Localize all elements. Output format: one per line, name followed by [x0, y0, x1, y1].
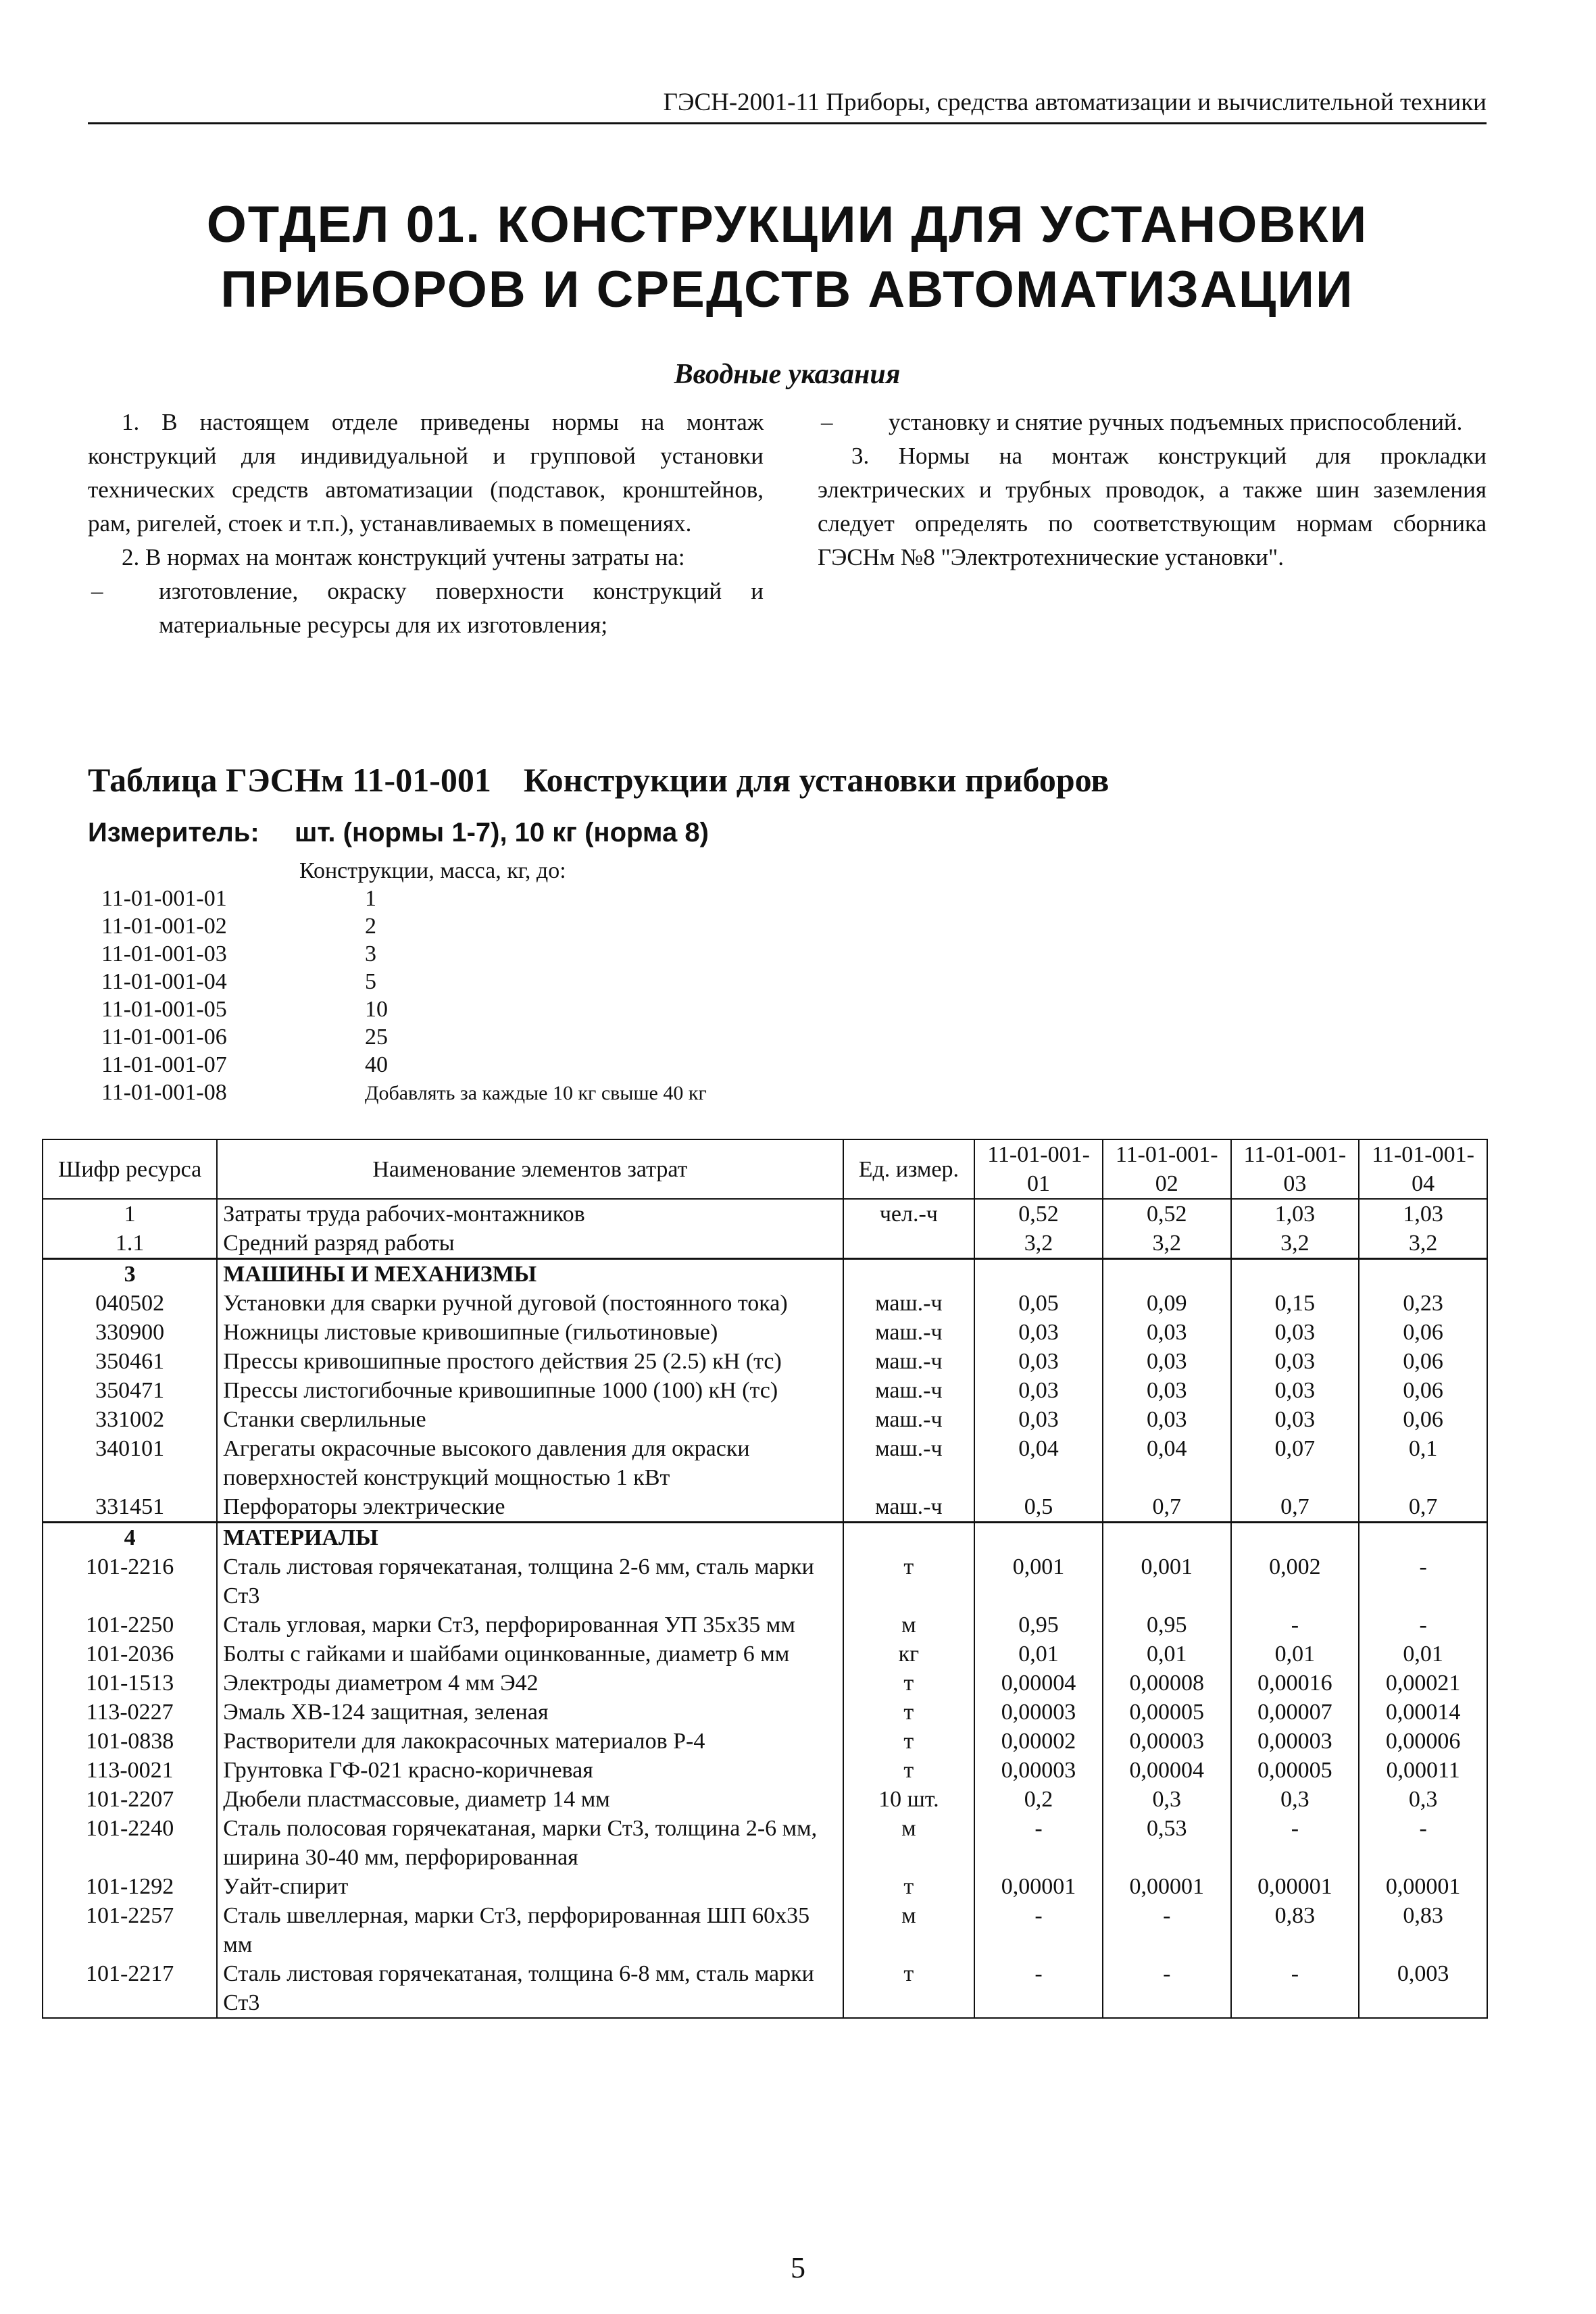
page-number: 5 — [791, 2251, 805, 2284]
resource-value-norm-1: 0,03 — [974, 1318, 1103, 1347]
norm-code-row — [101, 968, 707, 995]
resource-value-norm-2: 0,04 — [1103, 1434, 1231, 1492]
resource-unit: т — [843, 1872, 975, 1901]
header-code: Шифр ресурса — [43, 1139, 217, 1199]
running-header: ГЭСН-2001-11 Приборы, средства автоматизации и вычислительной техники — [88, 88, 1487, 124]
resource-code: 101-0838 — [43, 1727, 217, 1756]
table-row — [43, 1610, 1487, 1640]
resource-name: Болты с гайками и шайбами оцинкованные, диаметр 6 мм — [217, 1640, 843, 1669]
norm-code: 11-01-001-02 — [101, 914, 227, 939]
norm-code-value: 5 — [365, 969, 376, 994]
resource-value-norm-2 — [1103, 1523, 1231, 1553]
resource-name: Сталь швеллерная, марки Ст3, перфорированная ШП 60х35 мм — [217, 1901, 843, 1959]
resource-unit: маш.-ч — [843, 1318, 975, 1347]
resource-name: Уайт-спирит — [217, 1872, 843, 1901]
resource-value-norm-2: 0,95 — [1103, 1610, 1231, 1640]
norm-code-row — [101, 1051, 707, 1079]
resource-name: Ножницы листовые кривошипные (гильотиновые) — [217, 1318, 843, 1347]
resource-value-norm-1: 0,03 — [974, 1376, 1103, 1405]
resource-name: Станки сверлильные — [217, 1405, 843, 1434]
table-row — [43, 1640, 1487, 1669]
resource-value-norm-4 — [1359, 1259, 1487, 1289]
table-code: Таблица ГЭСНм 11-01-001 — [88, 761, 491, 799]
norm-code-value: 1 — [365, 886, 376, 911]
resource-value-norm-3: 0,00003 — [1231, 1727, 1360, 1756]
resource-value-norm-1: 0,95 — [974, 1610, 1103, 1640]
resource-value-norm-3: 0,7 — [1231, 1492, 1360, 1523]
norm-code: 11-01-001-03 — [101, 941, 227, 966]
resource-code: 101-2250 — [43, 1610, 217, 1640]
table-name: Конструкции для установки приборов — [523, 761, 1109, 799]
resource-unit — [843, 1523, 975, 1553]
resource-code: 1.1 — [43, 1229, 217, 1259]
resource-name: Сталь полосовая горячекатаная, марки Ст3, толщина 2-6 мм, ширина 30-40 мм, перфорированная — [217, 1814, 843, 1872]
table-row — [43, 1727, 1487, 1756]
table-row — [43, 1376, 1487, 1405]
norm-code-value: 2 — [365, 914, 376, 939]
resource-unit — [843, 1259, 975, 1289]
resource-value-norm-4: 0,06 — [1359, 1318, 1487, 1347]
resource-unit: маш.-ч — [843, 1492, 975, 1523]
resource-code: 331002 — [43, 1405, 217, 1434]
resource-value-norm-1: 0,01 — [974, 1640, 1103, 1669]
section-title-line-1: ОТДЕЛ 01. КОНСТРУКЦИИ ДЛЯ УСТАНОВКИ — [206, 196, 1368, 253]
resource-value-norm-2: 0,03 — [1103, 1405, 1231, 1434]
resource-value-norm-2: 0,3 — [1103, 1785, 1231, 1814]
resource-value-norm-4: 0,83 — [1359, 1901, 1487, 1959]
table-row — [43, 1698, 1487, 1727]
resource-value-norm-4: - — [1359, 1552, 1487, 1610]
resource-value-norm-2: 0,52 — [1103, 1199, 1231, 1229]
resource-value-norm-1: 0,04 — [974, 1434, 1103, 1492]
resource-value-norm-4: - — [1359, 1610, 1487, 1640]
resource-value-norm-1: - — [974, 1901, 1103, 1959]
resource-value-norm-2: - — [1103, 1901, 1231, 1959]
resource-value-norm-2: 3,2 — [1103, 1229, 1231, 1259]
resource-value-norm-2: 0,00001 — [1103, 1872, 1231, 1901]
resource-value-norm-4: 0,06 — [1359, 1405, 1487, 1434]
resource-name: Прессы кривошипные простого действия 25 (2.5) кН (тс) — [217, 1347, 843, 1376]
resource-value-norm-3: 0,07 — [1231, 1434, 1360, 1492]
resource-name: Сталь листовая горячекатаная, толщина 6-8 мм, сталь марки Ст3 — [217, 1959, 843, 2018]
resource-code: 113-0021 — [43, 1756, 217, 1785]
resource-name: Установки для сварки ручной дуговой (постоянного тока) — [217, 1289, 843, 1318]
resource-name: Электроды диаметром 4 мм Э42 — [217, 1669, 843, 1698]
table-row — [43, 1318, 1487, 1347]
table-row — [43, 1289, 1487, 1318]
resource-value-norm-4: 1,03 — [1359, 1199, 1487, 1229]
norm-code-row — [101, 1079, 707, 1107]
resource-value-norm-1: 0,5 — [974, 1492, 1103, 1523]
resource-value-norm-4: 0,01 — [1359, 1640, 1487, 1669]
table-row — [43, 1434, 1487, 1492]
resource-value-norm-1: 0,001 — [974, 1552, 1103, 1610]
resource-code: 4 — [43, 1523, 217, 1553]
resource-value-norm-2: 0,53 — [1103, 1814, 1231, 1872]
intro-left-column — [88, 405, 764, 642]
resource-code: 3 — [43, 1259, 217, 1289]
table-row — [43, 1669, 1487, 1698]
resource-value-norm-3: 3,2 — [1231, 1229, 1360, 1259]
resource-value-norm-1: 0,00003 — [974, 1756, 1103, 1785]
resource-value-norm-3: 0,03 — [1231, 1347, 1360, 1376]
resource-code: 330900 — [43, 1318, 217, 1347]
resource-value-norm-2: 0,03 — [1103, 1376, 1231, 1405]
intro-paragraph-2: 2. В нормах на монтаж конструкций учтены затраты на: — [122, 544, 685, 570]
resource-code: 331451 — [43, 1492, 217, 1523]
resource-value-norm-2: 0,7 — [1103, 1492, 1231, 1523]
table-row — [43, 1756, 1487, 1785]
intro-dash-item-2: – установку и снятие ручных подъемных приспособлений. — [818, 405, 1487, 439]
resource-unit: маш.-ч — [843, 1347, 975, 1376]
table-row — [43, 1492, 1487, 1523]
resource-value-norm-4: 0,23 — [1359, 1289, 1487, 1318]
resource-unit: т — [843, 1698, 975, 1727]
resource-value-norm-3: 0,00005 — [1231, 1756, 1360, 1785]
resource-unit — [843, 1229, 975, 1259]
resource-code: 350471 — [43, 1376, 217, 1405]
resource-value-norm-3: 0,03 — [1231, 1318, 1360, 1347]
resource-value-norm-4: 0,3 — [1359, 1785, 1487, 1814]
resource-unit: кг — [843, 1640, 975, 1669]
resource-value-norm-4: 3,2 — [1359, 1229, 1487, 1259]
intro-heading: Вводные указания — [674, 359, 901, 390]
resource-code: 1 — [43, 1199, 217, 1229]
resource-value-norm-3: - — [1231, 1959, 1360, 2018]
table-row — [43, 1814, 1487, 1872]
norm-code-row — [101, 995, 707, 1023]
header-norm-2: 11-01-001-02 — [1103, 1139, 1231, 1199]
resource-unit: м — [843, 1901, 975, 1959]
table-row — [43, 1199, 1487, 1229]
resource-name: Сталь угловая, марки Ст3, перфорированная УП 35х35 мм — [217, 1610, 843, 1640]
resource-unit: 10 шт. — [843, 1785, 975, 1814]
resource-value-norm-3: 0,00007 — [1231, 1698, 1360, 1727]
resource-value-norm-2: 0,00005 — [1103, 1698, 1231, 1727]
norm-code: 11-01-001-08 — [101, 1080, 227, 1105]
resource-code: 040502 — [43, 1289, 217, 1318]
resource-unit: т — [843, 1552, 975, 1610]
intro-dash-item-1: – изготовление, окраску поверхности конструкций и материальные ресурсы для их изготовления; — [88, 574, 764, 642]
resource-value-norm-1: 0,00001 — [974, 1872, 1103, 1901]
resource-value-norm-1 — [974, 1259, 1103, 1289]
resource-code: 101-1513 — [43, 1669, 217, 1698]
norm-codes-list — [101, 857, 707, 1107]
section-title — [88, 193, 1487, 322]
resource-unit: маш.-ч — [843, 1405, 975, 1434]
resource-value-norm-1: 0,03 — [974, 1347, 1103, 1376]
resource-value-norm-4: - — [1359, 1814, 1487, 1872]
resource-value-norm-3: 0,00001 — [1231, 1872, 1360, 1901]
table-row — [43, 1552, 1487, 1610]
resource-value-norm-3: 0,3 — [1231, 1785, 1360, 1814]
resource-code: 340101 — [43, 1434, 217, 1492]
resource-value-norm-4: 0,003 — [1359, 1959, 1487, 2018]
resource-unit: т — [843, 1756, 975, 1785]
resource-unit: маш.-ч — [843, 1289, 975, 1318]
resource-value-norm-2: 0,09 — [1103, 1289, 1231, 1318]
resource-value-norm-4: 0,00001 — [1359, 1872, 1487, 1901]
resource-value-norm-2: 0,001 — [1103, 1552, 1231, 1610]
norm-code-row — [101, 940, 707, 968]
resource-name: Грунтовка ГФ-021 красно-коричневая — [217, 1756, 843, 1785]
norm-code: 11-01-001-07 — [101, 1052, 227, 1077]
resource-value-norm-3: 0,002 — [1231, 1552, 1360, 1610]
resource-value-norm-3: 1,03 — [1231, 1199, 1360, 1229]
resource-value-norm-1: - — [974, 1959, 1103, 2018]
resource-value-norm-4: 0,7 — [1359, 1492, 1487, 1523]
resource-value-norm-2: 0,00008 — [1103, 1669, 1231, 1698]
resource-name: МАШИНЫ И МЕХАНИЗМЫ — [217, 1259, 843, 1289]
resource-name: Эмаль ХВ-124 защитная, зеленая — [217, 1698, 843, 1727]
resource-name: Растворители для лакокрасочных материалов Р-4 — [217, 1727, 843, 1756]
resource-value-norm-1 — [974, 1523, 1103, 1553]
norm-codes-heading: Конструкции, масса, кг, до: — [299, 858, 566, 883]
resource-value-norm-4: 0,00006 — [1359, 1727, 1487, 1756]
intro-paragraph-1: 1. В настоящем отделе приведены нормы на монтаж конструкций для индивидуальной и групповой установки технических средств автоматизации (подставок, кронштейнов, рам, ригелей, стоек и т.п.), устанавливаемых в помещениях. — [88, 409, 764, 537]
measure-line — [88, 818, 709, 848]
resource-value-norm-4 — [1359, 1523, 1487, 1553]
resource-value-norm-4: 0,00021 — [1359, 1669, 1487, 1698]
resource-unit: маш.-ч — [843, 1376, 975, 1405]
resource-unit: м — [843, 1610, 975, 1640]
resource-name: Дюбели пластмассовые, диаметр 14 мм — [217, 1785, 843, 1814]
resource-unit: м — [843, 1814, 975, 1872]
table-title — [88, 760, 1487, 799]
resource-unit: т — [843, 1727, 975, 1756]
norm-code-row — [101, 912, 707, 940]
resource-value-norm-3: 0,00016 — [1231, 1669, 1360, 1698]
header-norm-1: 11-01-001-01 — [974, 1139, 1103, 1199]
resource-name: Средний разряд работы — [217, 1229, 843, 1259]
resource-value-norm-2: 0,03 — [1103, 1318, 1231, 1347]
resource-unit: т — [843, 1669, 975, 1698]
resource-code: 101-2240 — [43, 1814, 217, 1872]
intro-right-column — [818, 405, 1487, 574]
norm-code: 11-01-001-05 — [101, 997, 227, 1022]
resource-value-norm-3: - — [1231, 1814, 1360, 1872]
header-norm-4: 11-01-001-04 — [1359, 1139, 1487, 1199]
norm-code: 11-01-001-04 — [101, 969, 227, 994]
resource-value-norm-2: - — [1103, 1959, 1231, 2018]
table-section-row — [43, 1523, 1487, 1553]
resource-value-norm-3: 0,03 — [1231, 1405, 1360, 1434]
resource-value-norm-2 — [1103, 1259, 1231, 1289]
resource-value-norm-2: 0,03 — [1103, 1347, 1231, 1376]
resource-unit: т — [843, 1959, 975, 2018]
resource-code: 101-2217 — [43, 1959, 217, 2018]
resource-table-header — [43, 1139, 1487, 1199]
resource-value-norm-3: - — [1231, 1610, 1360, 1640]
resource-value-norm-1: 3,2 — [974, 1229, 1103, 1259]
resource-name: МАТЕРИАЛЫ — [217, 1523, 843, 1553]
resource-code: 101-2257 — [43, 1901, 217, 1959]
norm-code: 11-01-001-01 — [101, 886, 227, 911]
resource-value-norm-1: - — [974, 1814, 1103, 1872]
resource-value-norm-1: 0,00003 — [974, 1698, 1103, 1727]
resource-value-norm-3 — [1231, 1523, 1360, 1553]
resource-value-norm-1: 0,2 — [974, 1785, 1103, 1814]
norm-code-value: Добавлять за каждые 10 кг свыше 40 кг — [365, 1082, 707, 1104]
norm-code-value: 10 — [365, 997, 388, 1022]
norm-code-row — [101, 885, 707, 912]
resource-value-norm-4: 0,06 — [1359, 1376, 1487, 1405]
resource-value-norm-2: 0,01 — [1103, 1640, 1231, 1669]
resource-value-norm-1: 0,00004 — [974, 1669, 1103, 1698]
resource-code: 101-2207 — [43, 1785, 217, 1814]
table-row — [43, 1229, 1487, 1259]
table-section-row — [43, 1259, 1487, 1289]
resource-value-norm-1: 0,52 — [974, 1199, 1103, 1229]
resource-code: 113-0227 — [43, 1698, 217, 1727]
resource-value-norm-1: 0,03 — [974, 1405, 1103, 1434]
resource-code: 101-2216 — [43, 1552, 217, 1610]
section-title-line-2: ПРИБОРОВ И СРЕДСТВ АВТОМАТИЗАЦИИ — [220, 261, 1354, 318]
norm-code-value: 25 — [365, 1025, 388, 1050]
table-row — [43, 1405, 1487, 1434]
resource-value-norm-1: 0,00002 — [974, 1727, 1103, 1756]
norm-code-value: 3 — [365, 941, 376, 966]
norm-code: 11-01-001-06 — [101, 1025, 227, 1050]
measure-value: шт. (нормы 1-7), 10 кг (норма 8) — [295, 818, 709, 847]
resource-code: 350461 — [43, 1347, 217, 1376]
resource-value-norm-3: 0,01 — [1231, 1640, 1360, 1669]
resource-name: Прессы листогибочные кривошипные 1000 (100) кН (тс) — [217, 1376, 843, 1405]
measure-label: Измеритель: — [88, 818, 259, 847]
norm-code-value: 40 — [365, 1052, 388, 1077]
resource-code: 101-1292 — [43, 1872, 217, 1901]
intro-paragraph-3: 3. Нормы на монтаж конструкций для прокладки электрических и трубных проводок, а также шин заземления следует определять по соответствующим нормам сборника ГЭСНм №8 "Электротехнические установки". — [818, 443, 1487, 570]
resource-value-norm-3: 0,03 — [1231, 1376, 1360, 1405]
resource-name: Затраты труда рабочих-монтажников — [217, 1199, 843, 1229]
table-row — [43, 1901, 1487, 1959]
table-row — [43, 1785, 1487, 1814]
resource-name: Агрегаты окрасочные высокого давления для окраски поверхностей конструкций мощностью 1 кВт — [217, 1434, 843, 1492]
resource-name: Перфораторы электрические — [217, 1492, 843, 1523]
norm-code-row — [101, 1023, 707, 1051]
resource-table — [42, 1139, 1488, 2019]
resource-value-norm-3 — [1231, 1259, 1360, 1289]
header-name: Наименование элементов затрат — [217, 1139, 843, 1199]
resource-value-norm-4: 0,00011 — [1359, 1756, 1487, 1785]
resource-value-norm-1: 0,05 — [974, 1289, 1103, 1318]
resource-value-norm-2: 0,00003 — [1103, 1727, 1231, 1756]
header-unit: Ед. измер. — [843, 1139, 975, 1199]
table-row — [43, 1872, 1487, 1901]
resource-unit: маш.-ч — [843, 1434, 975, 1492]
resource-value-norm-4: 0,1 — [1359, 1434, 1487, 1492]
resource-unit: чел.-ч — [843, 1199, 975, 1229]
resource-code: 101-2036 — [43, 1640, 217, 1669]
resource-value-norm-3: 0,15 — [1231, 1289, 1360, 1318]
resource-value-norm-2: 0,00004 — [1103, 1756, 1231, 1785]
resource-value-norm-4: 0,00014 — [1359, 1698, 1487, 1727]
resource-value-norm-4: 0,06 — [1359, 1347, 1487, 1376]
resource-value-norm-3: 0,83 — [1231, 1901, 1360, 1959]
header-norm-3: 11-01-001-03 — [1231, 1139, 1360, 1199]
table-row — [43, 1959, 1487, 2018]
table-row — [43, 1347, 1487, 1376]
resource-name: Сталь листовая горячекатаная, толщина 2-6 мм, сталь марки Ст3 — [217, 1552, 843, 1610]
